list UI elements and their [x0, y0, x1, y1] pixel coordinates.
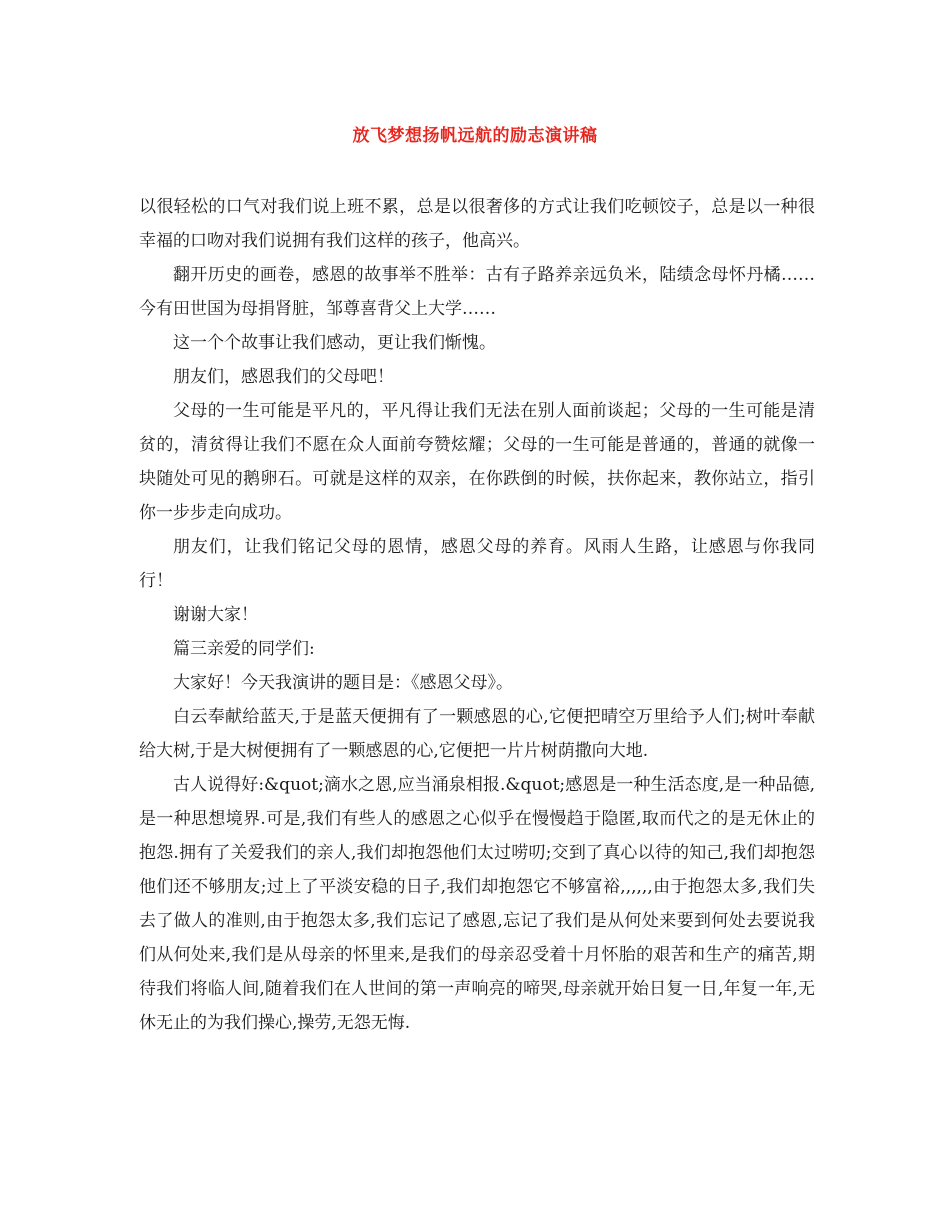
document-title: 放飞梦想扬帆远航的励志演讲稿 — [352, 126, 598, 146]
paragraph-4: 朋友们，感恩我们的父母吧！ — [173, 367, 394, 387]
paragraph-6: 朋友们，让我们铭记父母的恩情，感恩父母的养育。风雨人生路，让感恩与你我同行！ — [139, 537, 815, 591]
paragraph-7: 谢谢大家！ — [173, 605, 258, 625]
paragraph-10: 白云奉献给蓝天,于是蓝天便拥有了一颗感恩的心,它便把晴空万里给予人们;树叶奉献给大树,于是大树便拥有了一颗感恩的心,它便把一片片树荫撒向大地. — [139, 707, 815, 761]
paragraph-8: 篇三亲爱的同学们: — [173, 639, 315, 659]
paragraph-2: 翻开历史的画卷，感恩的故事举不胜举：古有子路养亲远负米，陆绩念母怀丹橘……今有田世国为母捐肾脏，邹尊喜背父上大学…… — [139, 265, 815, 319]
paragraph-1: 以很轻松的口气对我们说上班不累，总是以很奢侈的方式让我们吃顿饺子，总是以一种很幸福的口吻对我们说拥有我们这样的孩子，他高兴。 — [139, 197, 815, 251]
paragraph-9: 大家好！今天我演讲的题目是：《感恩父母》。 — [173, 673, 513, 693]
paragraph-11: 古人说得好:&quot;滴水之恩,应当涌泉相报.&quot;感恩是一种生活态度,是一种品德,是一种思想境界.可是,我们有些人的感恩之心似乎在慢慢趋于隐匿,取而代之的是无休止的抱怨.拥有了关爱我们的亲人,我们却抱怨他们太过唠叨;交到了真心以待的知己,我们却抱怨他们还不够朋友;过上了平淡安稳的日子,我们却抱怨它不够富裕,,,,,,由于抱怨太多,我们失去了做人的准则,由于抱怨太多,我们忘记了感恩,忘记了我们是从何处来要到何处去要说我们从何处来,我们是从母亲的怀里来,是我们的母亲忍受着十月怀胎的艰苦和生产的痛苦,期待我们将临人间,随着我们在人世间的第一声响亮的啼哭,母亲就开始日复一日,年复一年,无休无止的为我们操心,操劳,无怨无悔. — [139, 775, 815, 1033]
paragraph-5: 父母的一生可能是平凡的，平凡得让我们无法在别人面前谈起；父母的一生可能是清贫的，清贫得让我们不愿在众人面前夸赞炫耀；父母的一生可能是普通的，普通的就像一块随处可见的鹅卵石。可就是这样的双亲，在你跌倒的时候，扶你起来，教你站立，指引你一步步走向成功。 — [139, 401, 815, 523]
document-body — [139, 190, 815, 1040]
paragraph-3: 这一个个故事让我们感动，更让我们惭愧。 — [173, 333, 496, 353]
